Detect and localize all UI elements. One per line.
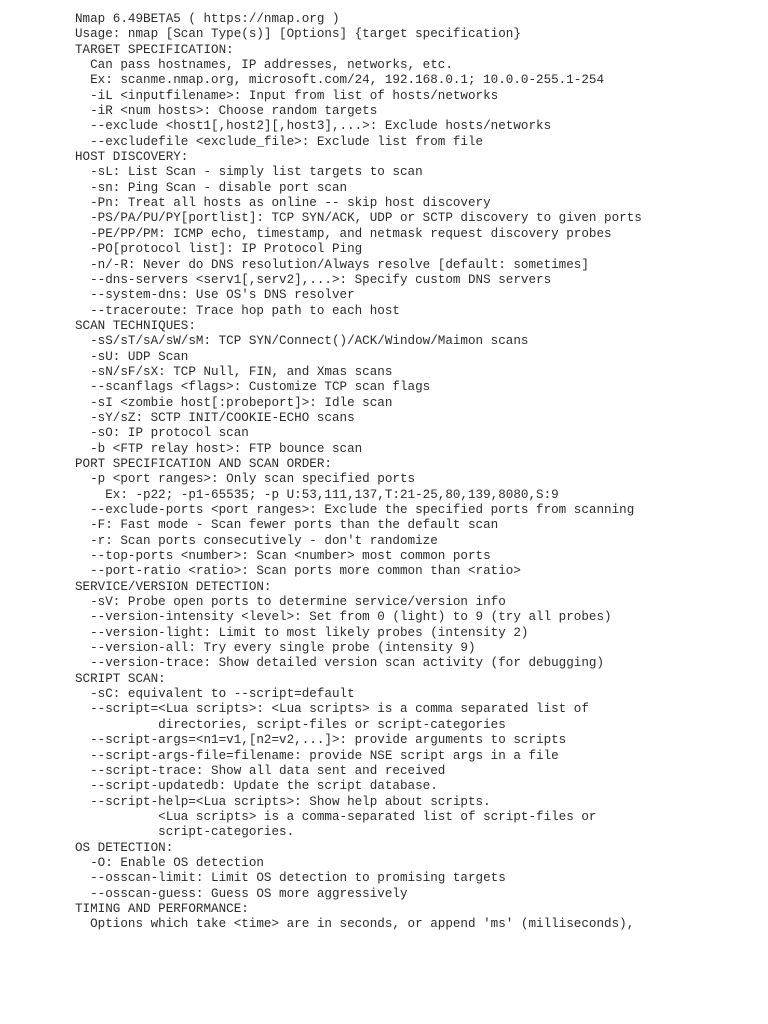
text-line: -sC: equivalent to --script=default: [75, 687, 355, 702]
nmap-help-text: [75, 12, 755, 933]
text-line: -sS/sT/sA/sW/sM: TCP SYN/Connect()/ACK/Window/Maimon scans: [75, 334, 529, 349]
text-line: --top-ports <number>: Scan <number> most common ports: [75, 549, 491, 564]
text-line: -iR <num hosts>: Choose random targets: [75, 104, 378, 119]
text-line: --osscan-limit: Limit OS detection to promising targets: [75, 871, 506, 886]
text-line: --script-updatedb: Update the script database.: [75, 779, 438, 794]
text-line: -sN/sF/sX: TCP Null, FIN, and Xmas scans: [75, 364, 393, 379]
text-line: --port-ratio <ratio>: Scan ports more common than <ratio>: [75, 564, 521, 579]
text-line: -F: Fast mode - Scan fewer ports than the default scan: [75, 518, 499, 533]
text-line: -PE/PP/PM: ICMP echo, timestamp, and netmask request discovery probes: [75, 226, 612, 241]
section-heading: SERVICE/VERSION DETECTION:: [75, 579, 272, 594]
text-line: -sO: IP protocol scan: [75, 426, 249, 441]
text-line: --script-args=<n1=v1,[n2=v2,...]>: provide arguments to scripts: [75, 733, 567, 748]
text-line: -sU: UDP Scan: [75, 349, 189, 364]
text-line: --script-help=<Lua scripts>: Show help about scripts.: [75, 794, 491, 809]
text-line: -p <port ranges>: Only scan specified ports: [75, 472, 416, 487]
section-heading: TIMING AND PERFORMANCE:: [75, 901, 249, 916]
text-line: script-categories.: [75, 825, 295, 840]
text-line: -O: Enable OS detection: [75, 855, 264, 870]
text-line: -sn: Ping Scan - disable port scan: [75, 180, 348, 195]
text-line: --version-intensity <level>: Set from 0 (light) to 9 (try all probes): [75, 610, 612, 625]
text-line: --version-light: Limit to most likely probes (intensity 2): [75, 625, 529, 640]
section-heading: OS DETECTION:: [75, 840, 174, 855]
section-heading: HOST DISCOVERY:: [75, 150, 189, 165]
text-line: -PS/PA/PU/PY[portlist]: TCP SYN/ACK, UDP or SCTP discovery to given ports: [75, 211, 642, 226]
text-line: -sV: Probe open ports to determine service/version info: [75, 595, 506, 610]
text-line: Ex: scanme.nmap.org, microsoft.com/24, 192.168.0.1; 10.0.0-255.1-254: [75, 73, 605, 88]
text-line: --version-all: Try every single probe (intensity 9): [75, 641, 476, 656]
section-heading: SCAN TECHNIQUES:: [75, 318, 196, 333]
text-line: --script=<Lua scripts>: <Lua scripts> is a comma separated list of: [75, 702, 589, 717]
text-line: --traceroute: Trace hop path to each host: [75, 303, 400, 318]
text-line: --dns-servers <serv1[,serv2],...>: Specify custom DNS servers: [75, 272, 552, 287]
text-line: Can pass hostnames, IP addresses, networks, etc.: [75, 58, 453, 73]
text-line: Nmap 6.49BETA5 ( https://nmap.org ): [75, 12, 340, 26]
text-line: --exclude-ports <port ranges>: Exclude the specified ports from scanning: [75, 503, 635, 517]
text-line: --exclude <host1[,host2][,host3],...>: Exclude hosts/networks: [75, 119, 552, 134]
text-line: -sI <zombie host[:probeport]>: Idle scan: [75, 395, 393, 410]
text-line: <Lua scripts> is a comma-separated list of script-files or: [75, 809, 597, 824]
text-line: --osscan-guess: Guess OS more aggressively: [75, 886, 408, 901]
text-line: Usage: nmap [Scan Type(s)] [Options] {target specification}: [75, 27, 521, 42]
section-heading: SCRIPT SCAN:: [75, 671, 166, 686]
text-line: Options which take <time> are in seconds, or append 'ms' (milliseconds),: [75, 917, 635, 932]
text-line: -r: Scan ports consecutively - don't randomize: [75, 533, 438, 548]
text-line: directories, script-files or script-categories: [75, 717, 506, 732]
text-line: Ex: -p22; -p1-65535; -p U:53,111,137,T:21-25,80,139,8080,S:9: [75, 487, 559, 502]
text-line: -n/-R: Never do DNS resolution/Always resolve [default: sometimes]: [75, 257, 589, 272]
text-line: --script-trace: Show all data sent and received: [75, 763, 446, 778]
text-line: --scanflags <flags>: Customize TCP scan flags: [75, 380, 431, 395]
section-heading: TARGET SPECIFICATION:: [75, 42, 234, 57]
text-line: --script-args-file=filename: provide NSE script args in a file: [75, 748, 559, 763]
text-line: -b <FTP relay host>: FTP bounce scan: [75, 441, 363, 456]
text-line: -Pn: Treat all hosts as online -- skip host discovery: [75, 196, 491, 211]
text-line: -PO[protocol list]: IP Protocol Ping: [75, 242, 363, 257]
section-heading: PORT SPECIFICATION AND SCAN ORDER:: [75, 456, 332, 471]
text-line: --system-dns: Use OS's DNS resolver: [75, 288, 355, 303]
text-line: -sY/sZ: SCTP INIT/COOKIE-ECHO scans: [75, 410, 355, 425]
text-line: -iL <inputfilename>: Input from list of hosts/networks: [75, 88, 499, 103]
text-line: --excludefile <exclude_file>: Exclude list from file: [75, 134, 484, 149]
text-line: -sL: List Scan - simply list targets to scan: [75, 165, 423, 180]
text-line: --version-trace: Show detailed version scan activity (for debugging): [75, 656, 605, 671]
